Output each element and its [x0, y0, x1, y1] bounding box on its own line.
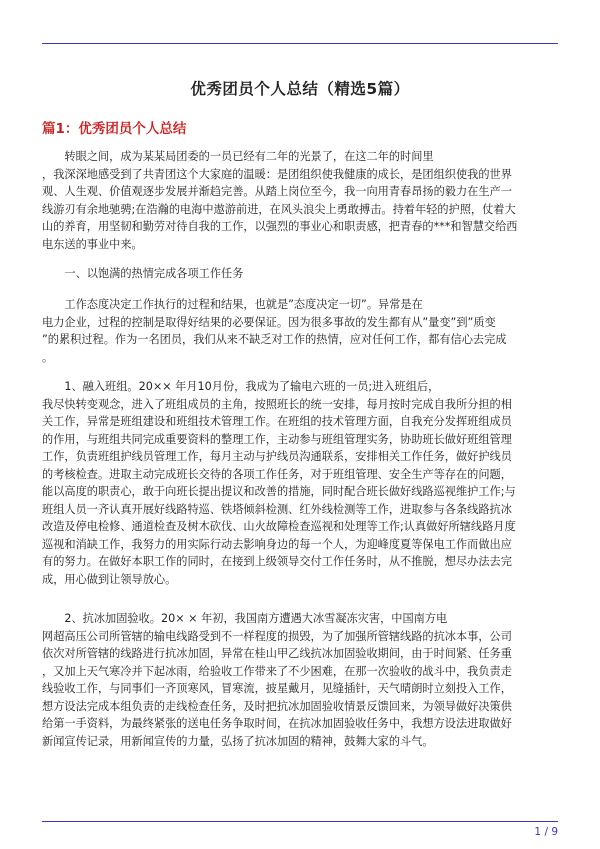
document-title: 优秀团员个人总结（精选5篇） [190, 80, 410, 98]
section-heading: 篇1：优秀团员个人总结 [42, 121, 187, 137]
text-line: 工作态度决定工作执行的过程和结果，也就是”态度决定一切”。异常是在 [42, 298, 423, 311]
text-line: 山的养育，用坚韧和勤劳对待自我的工作，以强烈的事业心和职责感，把青春的***和智慧交给西 [42, 220, 518, 233]
paragraph-intro [42, 148, 558, 253]
text-line: 线游刃有余地驰骋;在浩瀚的电海中遨游前进，在风头浪尖上勇敢搏击。持着年轻的护照，仗着大 [42, 202, 516, 216]
text-line: 工作，负责班组护线员管理工作，每月主动与护线员沟通联系，安排相关工作任务，做好护线员 [42, 450, 512, 463]
text-line: 转眼之间，成为某某局团委的一员已经有二年的光景了，在这二年的时间里 [42, 150, 434, 163]
text-line: 依次对所管辖的线路进行抗冰加固，异常在桂山甲乙线抗冰加固验收期间，由于时间紧、任务重 [42, 647, 512, 660]
text-line: 2、抗冰加固验收。20× × 年初，我国南方遭遇大冰雪凝冻灾害，中国南方电 [42, 612, 448, 625]
header-rule [42, 43, 558, 44]
text-line: 电力企业，过程的控制是取得好结果的必要保证。因为很多事故的发生都有从”量变”到”质变 [42, 315, 496, 329]
text-line: 成，用心做到让领导放心。 [42, 572, 177, 586]
text-line: 一、以饱满的热情完成各项工作任务 [42, 267, 244, 280]
text-line: 想方设法完成本组负责的走线检查任务，及时把抗冰加固验收情景反馈回来，为领导做好决策供 [42, 699, 512, 713]
paragraph-anti-ice [42, 610, 558, 750]
text-line: 有的努力。在做好本职工作的同时，在接到上级领导交付工作任务时，从不推脱，想尽办法去完 [42, 555, 512, 568]
text-line: ”的累积过程。作为一名团员，我们从来不缺乏对工作的热情，应对任何工作，都有信心去完成 [42, 333, 507, 346]
footer-rule [42, 821, 558, 822]
text-line: ，又加上天气寒冷并下起冰雨，给验收工作带来了不少困难，在那一次验收的战斗中，我负责走 [42, 664, 512, 678]
text-line: 我尽快转变观念，进入了班组成员的主角，按照班长的统一安排，每月按时完成自我所分担的相 [42, 397, 512, 411]
text-line: ，我深深地感受到了共青团这个大家庭的温暖：是团组织使我健康的成长，是团组织使我的世界 [42, 167, 512, 181]
text-line: 关工作，异常是班组建设和班组技术管理工作。在班组的技术管理方面，自我充分发挥班组成员 [42, 415, 512, 428]
text-line: 的考核检查。进取主动完成班长交待的各项工作任务，对于班组管理、安全生产等存在的问题， [42, 467, 512, 481]
paragraph-work-attitude [42, 296, 558, 366]
text-line: 班组人员一齐认真开展好线路特巡、铁塔倾斜检测、红外线检测等工作，进取参与各条线路抗冰 [42, 502, 512, 516]
text-line: 观、人生观、价值观逐步发展并渐趋完善。从踏上岗位至今，我一向用青春昂扬的毅力在生产一 [42, 185, 512, 198]
text-line: 新闻宣传记录，用新闻宣传的力量，弘扬了抗冰加固的精神，鼓舞大家的斗气。 [42, 734, 434, 748]
text-line: 网超高压公司所管辖的输电线路受到不一样程度的损毁，为了加强所管辖线路的抗冰本事，公司 [42, 629, 512, 643]
text-line: 给第一手资料，为最终紧张的送电任务争取时间，在抗冰加固验收任务中，我想方设法进取做好 [42, 717, 512, 730]
text-line: 1、融入班组。20×× 年月10月份，我成为了输电六班的一员;进入班组后， [42, 380, 440, 393]
text-line: 电东送的事业中来。 [42, 237, 143, 251]
page-indicator: 1 / 9 [534, 826, 558, 838]
paragraph-heading-1 [42, 265, 558, 283]
text-line: 的作用，与班组共同完成重要资料的整理工作，主动参与班组管理实务，协助班长做好班组管理 [42, 432, 512, 446]
paragraph-team-integration [42, 378, 558, 588]
text-line: 改造及停电检修、通道检查及树木砍伐、山火故障检查巡视和处理等工作;认真做好所辖线路月度 [42, 520, 516, 533]
text-line: 。 [42, 350, 54, 364]
text-line: 线验收工作，与同事们一齐顶寒风，冒寒流，披星戴月，见缝插针，天气晴朗时立刻投入工作， [42, 682, 512, 695]
text-line: 能以高度的职责心，敢于向班长提出提议和改善的措施，同时配合班长做好线路巡视维护工作;与 [42, 485, 516, 498]
text-line: 巡视和消缺工作，我努力的用实际行动去影响身边的每一个人，为迎峰度夏等保电工作而做出应 [42, 537, 512, 551]
